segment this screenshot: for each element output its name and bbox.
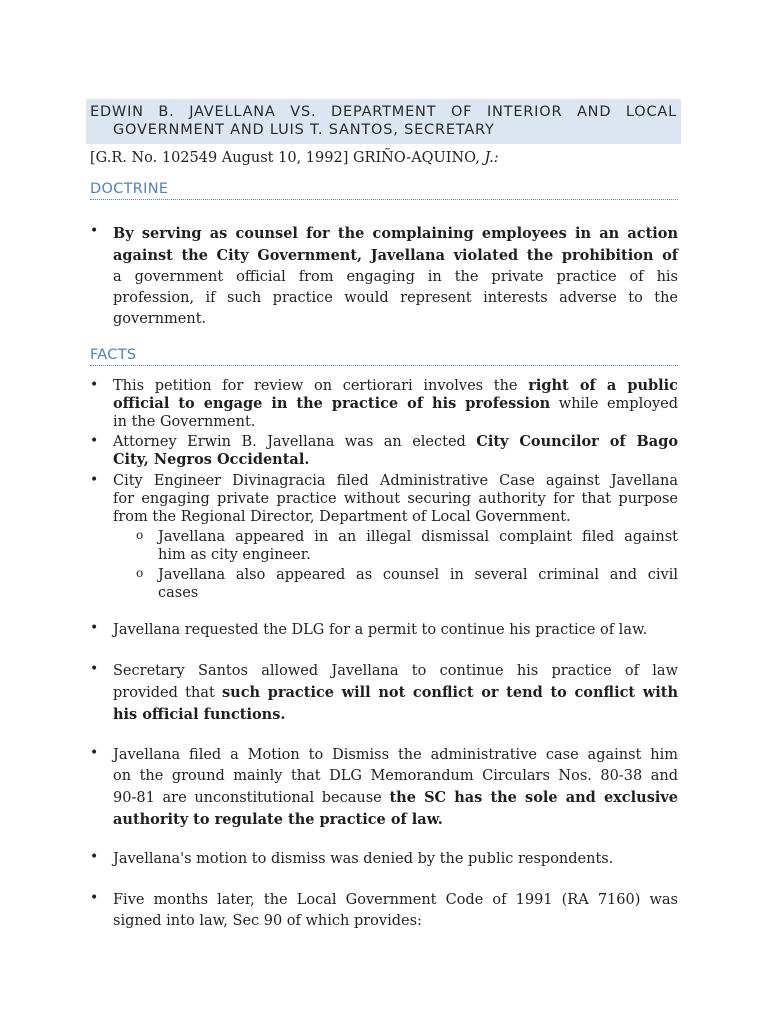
doctrine-line-3: a government official from engaging in the private practice of his bbox=[113, 269, 678, 285]
doctrine-bold-2: against the City Government, Javellana violated the prohibition of bbox=[113, 247, 678, 264]
circle-bullet-icon: o bbox=[136, 528, 144, 542]
bullet-icon: • bbox=[90, 377, 99, 393]
case-title bbox=[86, 99, 681, 144]
case-citation bbox=[90, 150, 499, 166]
doctrine-bullet bbox=[90, 223, 678, 330]
facts-bullet-5: • Secretary Santos allowed Javellana to continue his practice of law provided that such practice will not conflict or tend to conflict with his official functions. bbox=[90, 661, 678, 723]
facts-bullet-7: • Javellana's motion to dismiss was denied by the public respondents. bbox=[90, 849, 614, 867]
bullet-icon: • bbox=[90, 890, 99, 906]
facts-sub-bullet-2: o Javellana also appeared as counsel in several criminal and civil cases bbox=[136, 566, 678, 601]
bullet-icon: • bbox=[90, 223, 99, 239]
bullet-icon: • bbox=[90, 849, 99, 865]
facts-bullet-8: • Five months later, the Local Government Code of 1991 (RA 7160) was signed into law, Sec 90 of which provides: bbox=[90, 890, 678, 929]
facts-sub-bullet-1: o Javellana appeared in an illegal dismissal complaint filed against him as city engineer. bbox=[136, 528, 678, 563]
citation-justice: J.: bbox=[484, 150, 499, 166]
bullet-icon: • bbox=[90, 745, 99, 761]
bullet-icon: • bbox=[90, 433, 99, 449]
bullet-icon: • bbox=[90, 620, 99, 636]
doctrine-line-5: government. bbox=[113, 311, 207, 327]
case-title-line-2: GOVERNMENT AND LUIS T. SANTOS, SECRETARY bbox=[113, 122, 495, 138]
bullet-icon: • bbox=[90, 661, 99, 677]
facts-bullet-1: • This petition for review on certiorari involves the right of a public official to engage in the practice of his profession while employed in the Government. bbox=[90, 377, 678, 430]
case-title-line-1: EDWIN B. JAVELLANA VS. DEPARTMENT OF INTERIOR AND LOCAL bbox=[90, 104, 677, 120]
facts-bullet-3: • City Engineer Divinagracia filed Administrative Case against Javellana for engaging private practice without securing authority for that purpose from the Regional Director, Department of Local Government. bbox=[90, 472, 678, 525]
doctrine-line-4: profession, if such practice would represent interests adverse to the bbox=[113, 290, 678, 306]
doctrine-bold-1: By serving as counsel for the complaining employees in an action bbox=[113, 225, 678, 242]
doctrine-heading: DOCTRINE bbox=[90, 181, 678, 200]
facts-bullet-4: • Javellana requested the DLG for a permit to continue his practice of law. bbox=[90, 620, 648, 638]
circle-bullet-icon: o bbox=[136, 566, 144, 580]
citation-text: [G.R. No. 102549 August 10, 1992] GRIÑO-AQUINO, bbox=[90, 150, 480, 166]
facts-heading: FACTS bbox=[90, 347, 678, 366]
facts-bullet-6: • Javellana filed a Motion to Dismiss the administrative case against him on the ground mainly that DLG Memorandum Circulars Nos. 80-38 and 90-81 are unconstitutional because the SC has the sole and exclusive authority to regulate the practice of law. bbox=[90, 745, 679, 828]
bullet-icon: • bbox=[90, 472, 99, 488]
facts-bullet-2: • Attorney Erwin B. Javellana was an elected City Councilor of Bago City, Negros Occidental. bbox=[90, 433, 678, 468]
